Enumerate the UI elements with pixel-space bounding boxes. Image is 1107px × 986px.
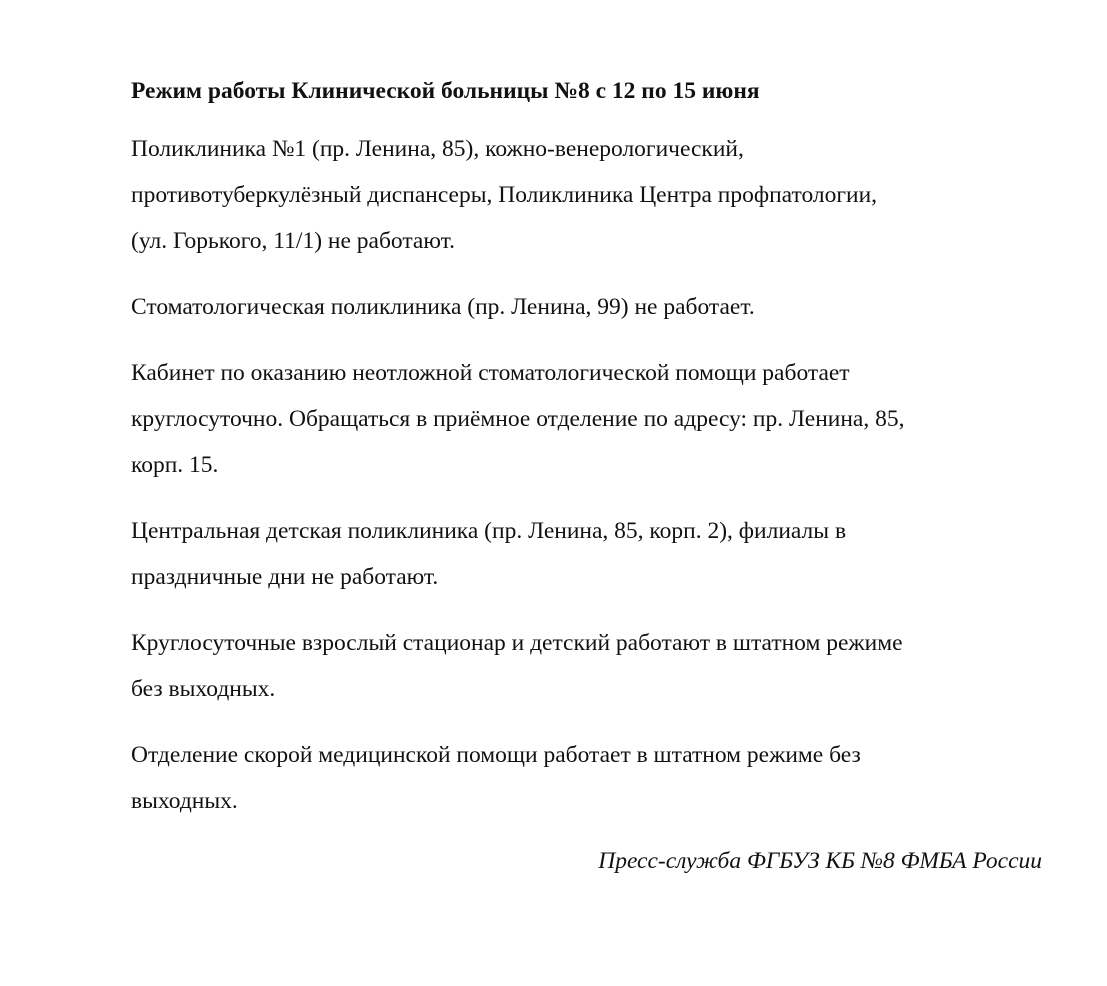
paragraph-line: Кабинет по оказанию неотложной стоматологической помощи работает <box>131 360 850 386</box>
paragraph-line: круглосуточно. Обращаться в приёмное отделение по адресу: пр. Ленина, 85, <box>131 406 905 432</box>
paragraph-line: Центральная детская поликлиника (пр. Ленина, 85, корп. 2), филиалы в <box>131 518 847 544</box>
paragraph-line: противотуберкулёзный диспансеры, Поликлиника Центра профпатологии, <box>131 182 878 208</box>
paragraph-polyclinic-1 <box>131 126 1051 264</box>
paragraph-line: Поликлиника №1 (пр. Ленина, 85), кожно-венерологический, <box>131 136 744 162</box>
press-service-signature: Пресс-служба ФГБУЗ КБ №8 ФМБА России <box>598 848 1042 874</box>
paragraph-line: (ул. Горького, 11/1) не работают. <box>131 228 455 254</box>
document <box>131 74 1051 878</box>
paragraph-dental-polyclinic <box>131 284 1051 330</box>
paragraph-hospital <box>131 620 1051 712</box>
paragraph-line: Круглосуточные взрослый стационар и детский работают в штатном режиме <box>131 630 903 656</box>
paragraph-ambulance <box>131 732 1051 824</box>
paragraph-line: праздничные дни не работают. <box>131 564 439 590</box>
paragraph-line: без выходных. <box>131 676 276 702</box>
paragraph-line: Стоматологическая поликлиника (пр. Ленина, 99) не работает. <box>131 294 755 320</box>
paragraph-line: корп. 15. <box>131 452 219 478</box>
paragraph-emergency-dental <box>131 350 1051 488</box>
paragraph-children-polyclinic <box>131 508 1051 600</box>
document-title: Режим работы Клинической больницы №8 с 12 по 15 июня <box>131 78 760 104</box>
paragraph-line: выходных. <box>131 788 238 814</box>
paragraph-line: Отделение скорой медицинской помощи работает в штатном режиме без <box>131 742 861 768</box>
